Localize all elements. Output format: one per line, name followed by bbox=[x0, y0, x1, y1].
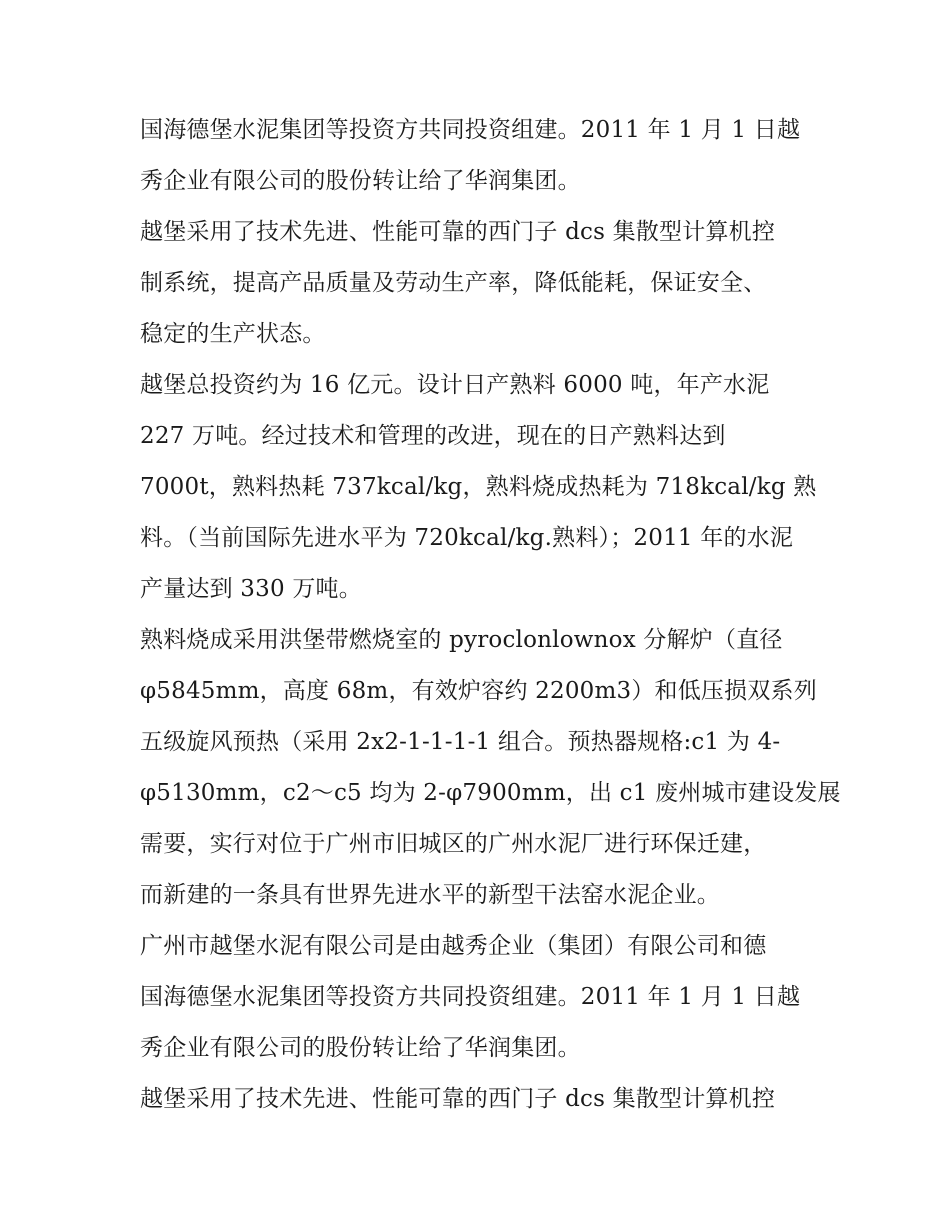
text-line: 五级旋风预热（采用 2x2-1-1-1-1 组合。预热器规格:c1 为 4- bbox=[140, 729, 781, 755]
text-line: 越堡采用了技术先进、性能可靠的西门子 dcs 集散型计算机控 bbox=[140, 1086, 776, 1112]
text-line: 熟料烧成采用洪堡带燃烧室的 pyroclonlownox 分解炉（直径 bbox=[140, 627, 783, 653]
text-line: 需要，实行对位于广州市旧城区的广州水泥厂进行环保迁建， bbox=[140, 831, 767, 857]
text-line: φ5845mm，高度 68m，有效炉容约 2200m3）和低压损双系列 bbox=[140, 678, 817, 704]
text-line: 越堡采用了技术先进、性能可靠的西门子 dcs 集散型计算机控 bbox=[140, 219, 776, 245]
text-line: 产量达到 330 万吨。 bbox=[140, 576, 362, 602]
text-line: 国海德堡水泥集团等投资方共同投资组建。2011 年 1 月 1 日越 bbox=[140, 984, 801, 1010]
text-line: 广州市越堡水泥有限公司是由越秀企业（集团）有限公司和德 bbox=[140, 933, 767, 959]
text-line: 227 万吨。经过技术和管理的改进，现在的日产熟料达到 bbox=[140, 423, 726, 449]
text-line: 国海德堡水泥集团等投资方共同投资组建。2011 年 1 月 1 日越 bbox=[140, 117, 801, 143]
text-line: 秀企业有限公司的股份转让给了华润集团。 bbox=[140, 168, 581, 194]
text-line: 稳定的生产状态。 bbox=[140, 321, 326, 347]
text-line: 越堡总投资约为 16 亿元。设计日产熟料 6000 吨，年产水泥 bbox=[140, 372, 770, 398]
text-line: 秀企业有限公司的股份转让给了华润集团。 bbox=[140, 1035, 581, 1061]
text-line: 7000t，熟料热耗 737kcal/kg，熟料烧成热耗为 718kcal/kg 熟 bbox=[140, 474, 817, 500]
text-line: 制系统，提高产品质量及劳动生产率，降低能耗，保证安全、 bbox=[140, 270, 767, 296]
text-line: 料。（当前国际先进水平为 720kcal/kg.熟料）；2011 年的水泥 bbox=[140, 525, 794, 551]
text-line: φ5130mm，c2～c5 均为 2-φ7900mm，出 c1 废州城市建设发展 bbox=[140, 780, 841, 806]
body-text bbox=[140, 108, 841, 1128]
text-line: 而新建的一条具有世界先进水平的新型干法窑水泥企业。 bbox=[140, 882, 720, 908]
